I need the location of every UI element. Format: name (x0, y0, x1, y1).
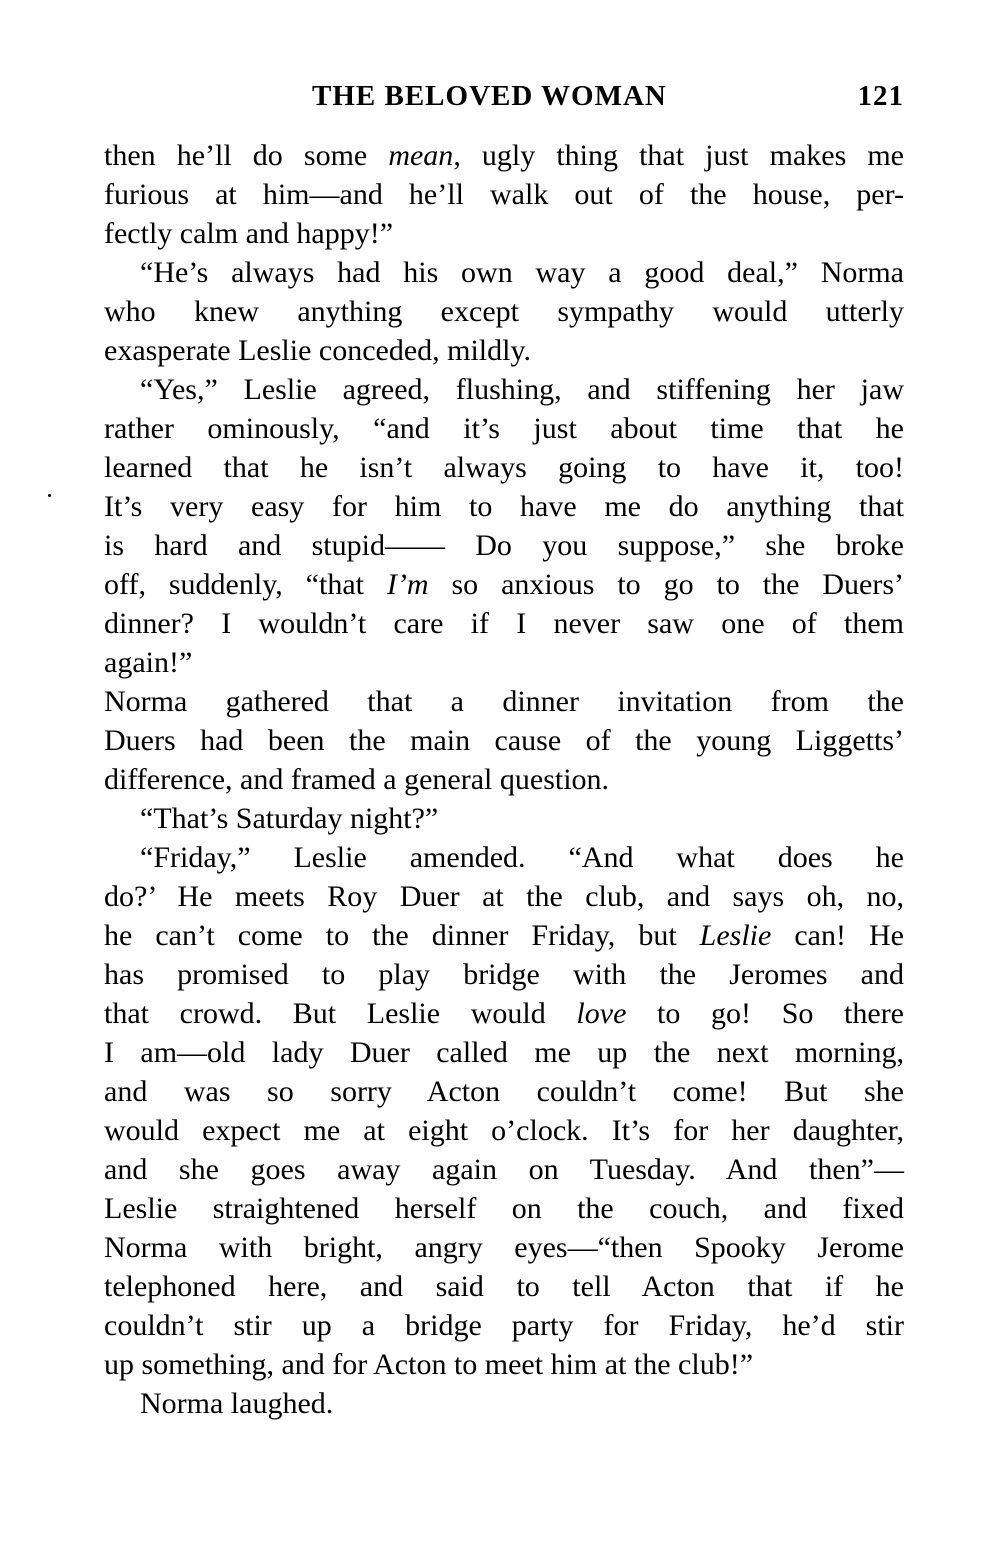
text-line: fectly calm and happy!” (104, 217, 394, 250)
text-line: exasperate Leslie conceded, mildly. (104, 334, 532, 367)
running-head (312, 80, 904, 120)
text-line: who knew anything except sympathy would utterly (104, 295, 904, 328)
text-line: rather ominously, “and it’s just about time that he (104, 412, 904, 445)
text-line: then he’ll do some mean, ugly thing that just makes me (104, 139, 904, 172)
italic-emphasis: I’m (386, 568, 429, 601)
italic-emphasis: love (576, 997, 627, 1030)
text-line: Norma gathered that a dinner invitation from the (104, 685, 904, 718)
page-number: 121 (857, 80, 904, 112)
text-line: couldn’t stir up a bridge party for Friday, he’d stir (104, 1309, 904, 1342)
text-line: “That’s Saturday night?” (140, 802, 439, 835)
book-title: THE BELOVED WOMAN (312, 80, 667, 112)
text-line: learned that he isn’t always going to have it, too! (104, 451, 904, 484)
text-line: It’s very easy for him to have me do anything that (104, 490, 904, 523)
text-line: Norma laughed. (140, 1387, 334, 1420)
text-line: telephoned here, and said to tell Acton that if he (104, 1270, 904, 1303)
italic-emphasis: Leslie (699, 919, 772, 952)
text-line: that crowd. But Leslie would love to go! So there (104, 997, 905, 1030)
stray-ink-dot (48, 494, 51, 497)
text-line: has promised to play bridge with the Jeromes and (104, 958, 904, 991)
text-line: is hard and stupid—— Do you suppose,” she broke (104, 529, 904, 562)
text-line: up something, and for Acton to meet him at the club!” (104, 1348, 754, 1381)
text-line: “He’s always had his own way a good deal,” Norma (140, 256, 904, 289)
text-line: would expect me at eight o’clock. It’s for her daughter, (104, 1114, 904, 1147)
text-line: “Friday,” Leslie amended. “And what does he (140, 841, 904, 874)
text-line: “Yes,” Leslie agreed, flushing, and stiffening her jaw (140, 373, 904, 406)
italic-emphasis: mean (388, 139, 454, 172)
text-line: furious at him—and he’ll walk out of the house, per- (104, 178, 904, 211)
text-line: Leslie straightened herself on the couch, and fixed (104, 1192, 904, 1225)
text-line: Norma with bright, angry eyes—“then Spooky Jerome (104, 1231, 904, 1264)
text-line: Duers had been the main cause of the young Liggetts’ (104, 724, 904, 757)
text-line: do?’ He meets Roy Duer at the club, and says oh, no, (104, 880, 904, 913)
text-line: and was so sorry Acton couldn’t come! But she (104, 1075, 904, 1108)
text-line: difference, and framed a general question. (104, 763, 610, 796)
text-line: and she goes away again on Tuesday. And then”— (104, 1153, 904, 1186)
text-line: I am—old lady Duer called me up the next morning, (104, 1036, 904, 1069)
text-line: again!” (104, 646, 193, 679)
body-text (104, 136, 904, 1423)
text-line: dinner? I wouldn’t care if I never saw one of them (104, 607, 904, 640)
text-line: off, suddenly, “that I’m so anxious to go to the Duers’ (104, 568, 904, 601)
text-line: he can’t come to the dinner Friday, but Leslie can! He (104, 919, 904, 952)
